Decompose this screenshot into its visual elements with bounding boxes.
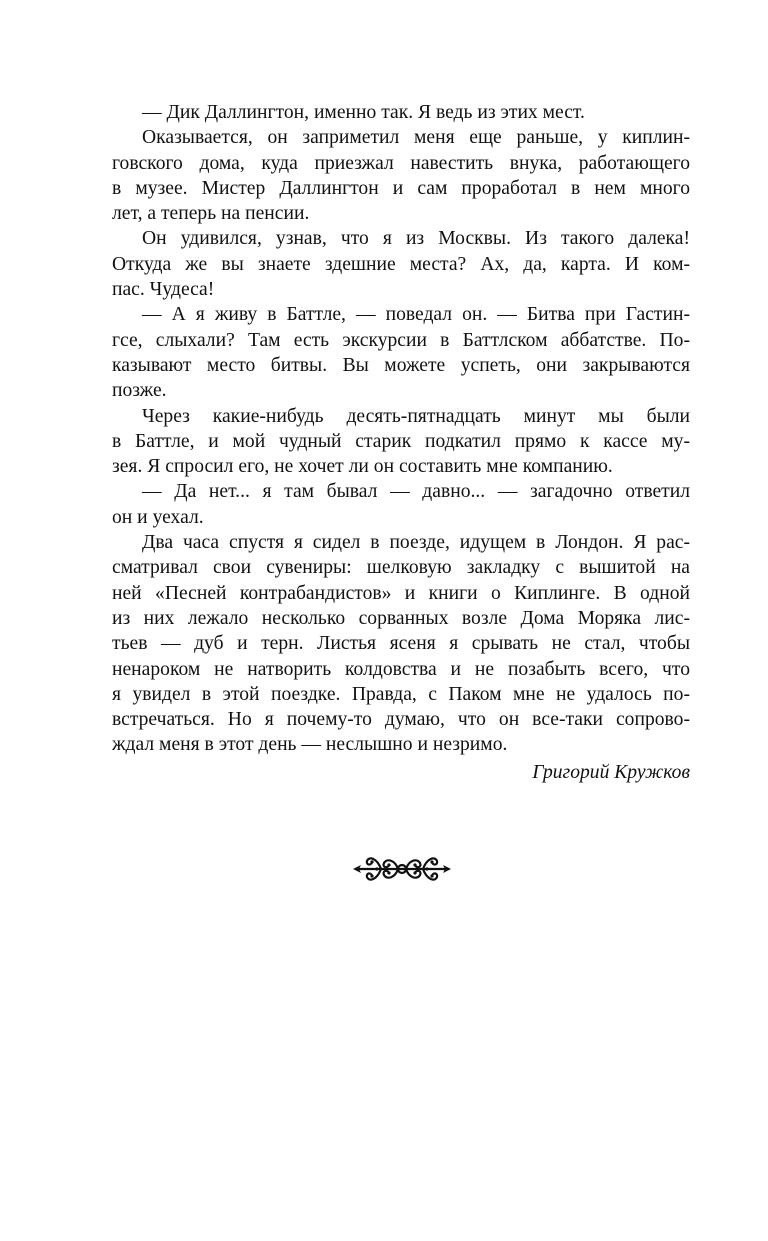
- text-line: — А я живу в Баттле, — поведал он. — Битва при Гастин-: [142, 304, 690, 326]
- text-line: встречаться. Но я почему-то думаю, что он все-таки сопрово-: [112, 709, 690, 731]
- paragraph-2: [112, 125, 690, 226]
- paragraph-4: [112, 302, 690, 403]
- text-line: ней «Песней контрабандистов» и книги о Киплинге. В одной: [112, 582, 690, 604]
- paragraph-1: [112, 100, 690, 125]
- page-body: [112, 100, 690, 758]
- paragraph-5: [112, 404, 690, 480]
- text-line: говского дома, куда приезжал навестить внука, работающего: [112, 152, 690, 174]
- paragraph-6: [112, 479, 690, 530]
- scroll-flourish-icon: [351, 846, 453, 892]
- text-line: пас. Чудеса!: [112, 279, 215, 301]
- text-line: — Да нет... я там бывал — давно... — загадочно ответил: [142, 481, 690, 503]
- text-line: в Баттле, и мой чудный старик подкатил прямо к кассе му-: [112, 430, 690, 452]
- text-line: Он удивился, узнав, что я из Москвы. Из такого далека!: [142, 228, 690, 250]
- text-line: ненароком не натворить колдовства и не позабыть всего, что: [112, 658, 690, 680]
- text-line: зея. Я спросил его, не хочет ли он составить мне компанию.: [112, 456, 613, 478]
- text-line: Откуда же вы знаете здешние места? Ах, да, карта. И ком-: [112, 253, 690, 275]
- text-line: гсе, слыхали? Там есть экскурсии в Баттлском аббатстве. По-: [112, 329, 690, 351]
- text-line: позже.: [112, 380, 167, 402]
- text-line: Оказывается, он заприметил меня еще раньше, у киплин-: [142, 127, 690, 149]
- text-line: Через какие-нибудь десять-пятнадцать минут мы были: [142, 405, 690, 427]
- text-line: ждал меня в этот день — неслышно и незримо.: [112, 734, 508, 756]
- text-line: казывают место битвы. Вы можете успеть, они закрываются: [112, 354, 690, 376]
- text-line: Два часа спустя я сидел в поезде, идущем в Лондон. Я рас-: [142, 532, 690, 554]
- text-line: тьев — дуб и терн. Листья ясеня я срывать не стал, чтобы: [112, 633, 690, 655]
- text-line: в музее. Мистер Даллингтон и сам проработал в нем много: [112, 177, 690, 199]
- text-line: сматривал свои сувениры: шелковую закладку с вышитой на: [112, 557, 690, 579]
- author-signature: Григорий Кружков: [532, 762, 690, 783]
- text-line: лет, а теперь на пенсии.: [112, 203, 310, 225]
- text-line: из них лежало несколько сорванных возле Дома Моряка лис-: [112, 607, 690, 629]
- paragraph-7: [112, 530, 690, 758]
- paragraph-3: [112, 226, 690, 302]
- text-line: я увидел в этой поездке. Правда, с Паком мне не удалось по-: [112, 683, 690, 705]
- text-line: — Дик Даллингтон, именно так. Я ведь из этих мест.: [142, 102, 585, 123]
- text-line: он и уехал.: [112, 506, 204, 528]
